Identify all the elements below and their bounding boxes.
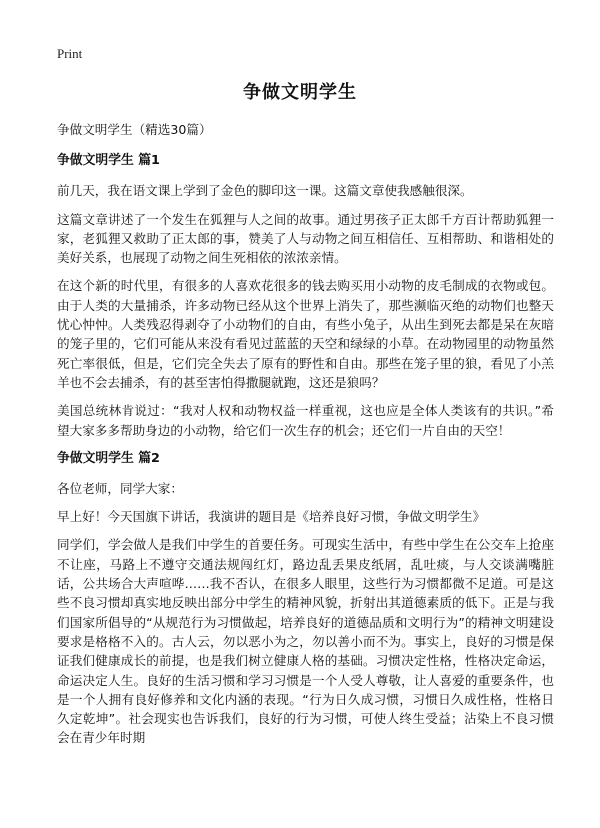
paragraph: 早上好！今天国旗下讲话，我演讲的题目是《培养良好习惯，争做文明学生》 xyxy=(57,509,486,525)
paragraph: 这篇文章讲述了一个发生在狐狸与人之间的故事。通过男孩子正太郎千方百计帮助狐狸一家，老狐狸又救助了正太郎的事，赞美了人与动物之间互相信任、互相帮助、和谐相处的美好关系，也展现了动物之间生死相依的浓浓亲情。 xyxy=(57,211,554,266)
paragraph: 在这个新的时代里，有很多的人喜欢花很多的钱去购买用小动物的皮毛制成的衣物或包。由于人类的大量捕杀，许多动物已经从这个世界上消失了，那些濒临灭绝的动物们也整天忧心忡忡。人类残忍得剥夺了小动物们的自由，有些小兔子，从出生到死去都是呆在灰暗的笼子里的，它们可能从来没有看见过蓝蓝的天空和绿绿的小草。在动物园里的动物虽然死亡率很低，但是，它们完全失去了原有的野性和自由。那些在笼子里的狼，看见了小羔羊也不会去捕杀，有的甚至害怕得撒腿就跑，这还是狼吗？ xyxy=(57,278,554,390)
print-link[interactable]: Print xyxy=(57,46,83,61)
paragraph: 美国总统林肯说过：“我对人权和动物权益一样重视，这也应是全体人类该有的共识。”希望大家多多帮助身边的小动物，给它们一次生存的机会；还它们一片自由的天空！ xyxy=(57,403,554,438)
section-1 xyxy=(57,151,554,440)
section-heading: 争做文明学生 篇1 xyxy=(57,153,160,169)
section-2 xyxy=(57,449,554,748)
document-subtitle: 争做文明学生（精选30篇） xyxy=(57,122,212,137)
section-heading: 争做文明学生 篇2 xyxy=(57,450,160,466)
paragraph: 同学们，学会做人是我们中学生的首要任务。可现实生活中，有些中学生在公交车上抢座不让座，马路上不遵守交通法规闯红灯，路边乱丢果皮纸屑，乱吐痰，与人交谈满嘴脏话，公共场合大声喧哗……我不否认，在很多人眼里，这些行为习惯都微不足道。可是这些不良习惯却真实地反映出部分中学生的精神风貌，折射出其道德素质的低下。正是与我们国家所倡导的“从规范行为习惯做起，培养良好的道德品质和文明行为”的精神文明建设要求是格格不入的。古人云，勿以恶小为之，勿以善小而不为。事实上，良好的习惯是保证我们健康成长的前提，也是我们树立健康人格的基础。习惯决定性格，性格决定命运，命运决定人生。良好的生活习惯和学习习惯是一个人受人尊敬，让人喜爱的重要条件，也是一个人拥有良好修养和文化内涵的表现。“行为日久成习惯，习惯日久成性格，性格日久定乾坤”。社会现实也告诉我们，良好的行为习惯，可使人终生受益；沾染上不良习惯会在青少年时期 xyxy=(57,537,554,746)
paragraph: 前几天，我在语文课上学到了金色的脚印这一课。这篇文章使我感触很深。 xyxy=(57,183,473,199)
document-body xyxy=(57,120,554,757)
paragraph: 各位老师，同学大家： xyxy=(57,480,183,496)
document-title: 争做文明学生 xyxy=(243,82,357,103)
